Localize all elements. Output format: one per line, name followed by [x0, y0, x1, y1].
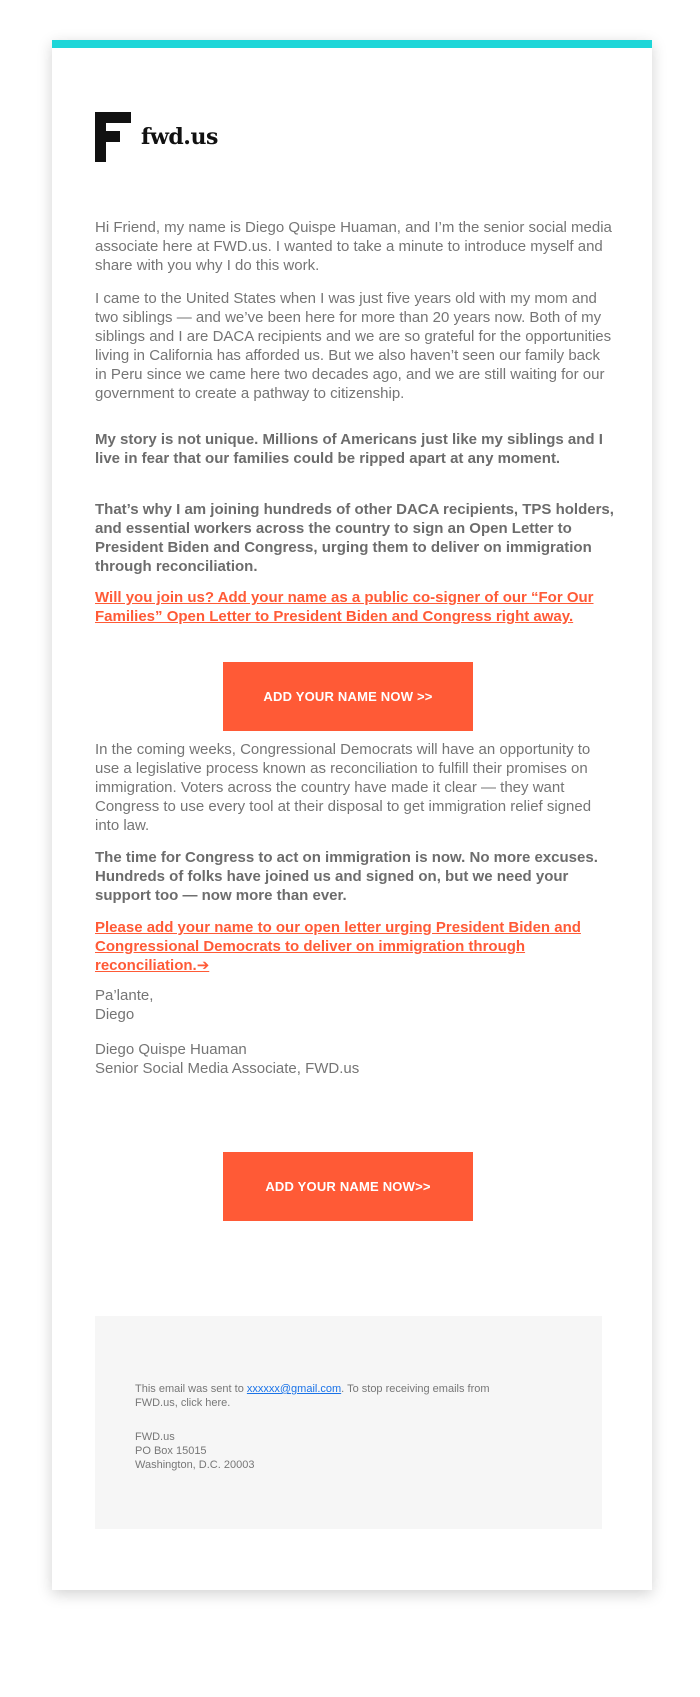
signature-name: Diego Quispe Huaman: [95, 1041, 247, 1058]
time-to-act-paragraph: The time for Congress to act on immigration is now. No more excuses. Hundreds of folks have joined us and signed on, but we need your support too — now more than ever.: [95, 849, 598, 904]
sent-suffix: . To stop receiving emails from FWD.us, click here.: [135, 1383, 490, 1409]
story-not-unique-paragraph: My story is not unique. Millions of Americans just like my siblings and I live in fear that our families could be ripped apart at any moment.: [95, 431, 603, 467]
fwd-f-logo-icon: [95, 112, 131, 162]
footer-address-line-2: Washington, D.C. 20003: [135, 1459, 255, 1471]
sent-prefix: This email was sent to: [135, 1383, 247, 1395]
signature-title: Senior Social Media Associate, FWD.us: [95, 1060, 360, 1077]
signoff-name: Diego: [95, 1006, 135, 1023]
footer-org: FWD.us: [135, 1431, 175, 1443]
intro-paragraph: Hi Friend, my name is Diego Quispe Huaman, and I’m the senior social media associate here at FWD.us. I wanted to take a minute to introduce myself and share with you why I do this work.: [95, 219, 612, 274]
add-name-button-bottom[interactable]: ADD YOUR NAME NOW>>: [223, 1152, 473, 1221]
accent-bar: [52, 40, 652, 48]
email-footer: [95, 1316, 602, 1529]
footer-address-line-1: PO Box 15015: [135, 1445, 207, 1457]
email-card: [52, 40, 652, 1590]
fwd-us-logo[interactable]: [95, 112, 218, 162]
recipient-email-link[interactable]: xxxxxx@gmail.com: [246, 1383, 342, 1395]
add-name-button-top[interactable]: ADD YOUR NAME NOW >>: [223, 662, 473, 731]
open-letter-link[interactable]: Please add your name to our open letter urging President Biden and Congressional Democrats to deliver on immigration through reconciliation.➔: [95, 919, 581, 974]
story-paragraph: I came to the United States when I was just five years old with my mom and two siblings — and we’ve been here for more than 20 years now. Both of my siblings and I are DACA recipients and we are so grateful for the opportunities living in California has afforded us. But we also haven’t seen our family back in Peru since we came here two decades ago, and we are still waiting for our government to create a pathway to citizenship.: [95, 290, 612, 402]
unsubscribe-notice: [135, 1382, 535, 1410]
joining-paragraph: That’s why I am joining hundreds of other DACA recipients, TPS holders, and essential workers across the country to sign an Open Letter to President Biden and Congress, urging them to deliver on immigration through reconciliation.: [95, 501, 614, 575]
reconciliation-paragraph: In the coming weeks, Congressional Democrats will have an opportunity to use a legislative process known as reconciliation to fulfill their promises on immigration. Voters across the country have made it clear — they want Congress to use every tool at their disposal to get immigration relief signed into law.: [95, 741, 592, 834]
brand-name: fwd.us: [141, 124, 218, 150]
join-us-link[interactable]: Will you join us? Add your name as a public co-signer of our “For Our Families” Open Letter to President Biden and Congress right away.: [95, 589, 594, 625]
signoff-line: Pa’lante,: [95, 987, 154, 1004]
